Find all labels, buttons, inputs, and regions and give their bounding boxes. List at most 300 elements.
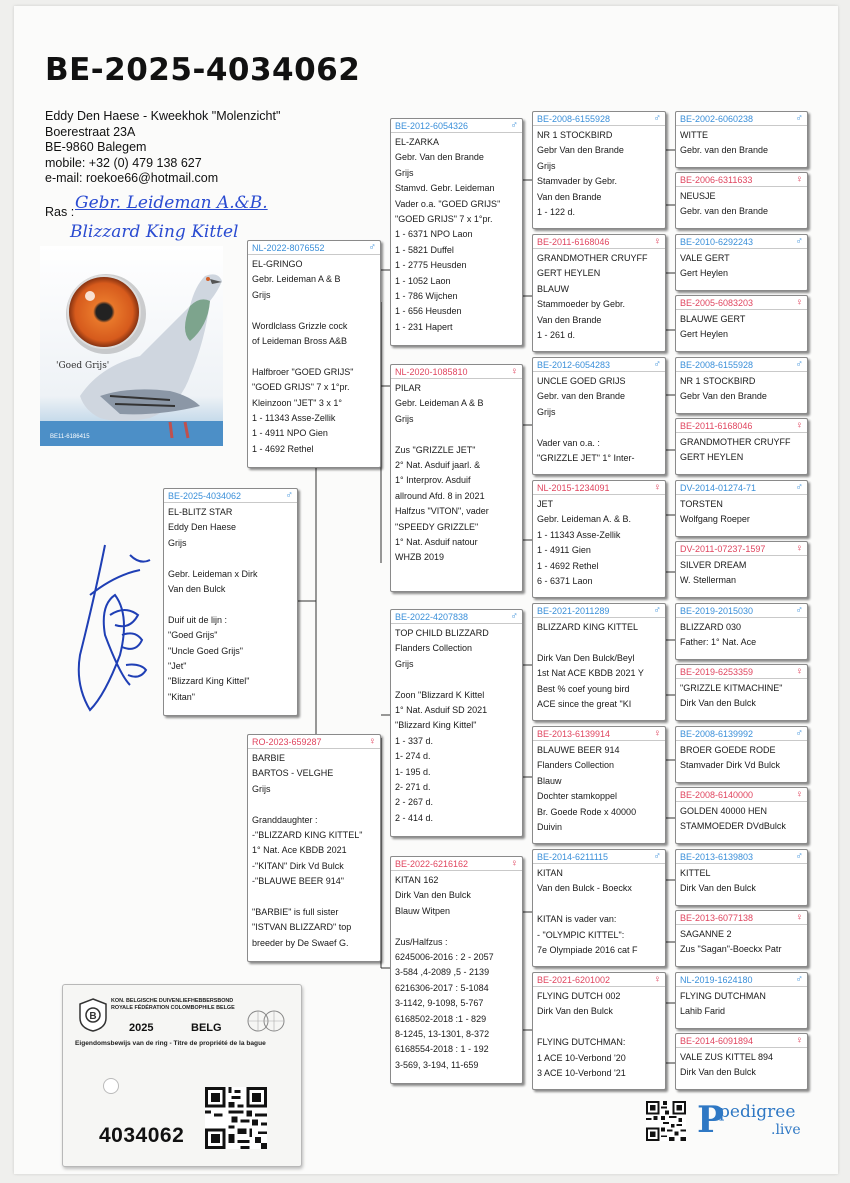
female-icon: ♀	[795, 296, 803, 308]
card-line: ACE since the great "KI	[537, 699, 632, 710]
female-icon: ♀	[653, 727, 661, 739]
card-line: 1 - 4692 Rethel	[252, 443, 314, 454]
pedigree-card	[532, 972, 666, 1090]
card-body	[680, 433, 803, 466]
pedigree-card	[390, 856, 523, 1084]
card-line: 3-1142, 9-1098, 5-767	[395, 998, 484, 1009]
card-line: "SPEEDY GRIZZLE"	[395, 521, 479, 532]
card-line: GRANDMOTHER CRUYFF	[537, 253, 648, 263]
card-body	[680, 679, 803, 712]
card-line: 3-569, 3-194, 11-659	[395, 1059, 479, 1070]
card-line: Grijs	[252, 289, 271, 300]
card-ring-number: BE-2008-6140000	[680, 789, 754, 800]
card-line: Blauw	[537, 775, 562, 786]
pedigree-card	[247, 734, 381, 962]
pedigree-card	[675, 910, 808, 967]
card-body	[680, 618, 803, 651]
card-body	[537, 249, 661, 343]
card-line: Grijs	[537, 160, 556, 171]
pedigree-card	[675, 849, 808, 906]
card-header	[533, 727, 665, 741]
card-line	[252, 349, 376, 364]
card-line: 1- 195 d.	[395, 766, 431, 777]
card-line	[537, 1020, 661, 1035]
card-line	[252, 303, 376, 318]
male-icon: ♂	[795, 604, 803, 616]
pedigree-card	[532, 849, 666, 967]
card-body	[680, 310, 803, 343]
card-header	[248, 241, 380, 255]
card-line: "GOED GRIJS" 7 x 1°pr.	[395, 214, 493, 225]
card-line: 1° Nat. Ace KBDB 2021	[252, 845, 347, 856]
card-line: TORSTEN	[680, 499, 723, 509]
male-icon: ♂	[795, 235, 803, 247]
card-header	[391, 365, 522, 379]
card-line: breeder by De Swaef G.	[252, 937, 349, 948]
card-line: Dirk Van den Bulck	[680, 883, 756, 894]
card-line: Dochter stamkoppel	[537, 791, 618, 802]
card-body	[537, 741, 661, 835]
card-line: "Uncle Goed Grijs"	[168, 645, 243, 656]
card-line: GERT HEYLEN	[537, 268, 601, 279]
card-header	[676, 358, 807, 372]
card-body	[537, 372, 661, 466]
card-header	[533, 973, 665, 987]
ring-card-hole	[103, 1078, 119, 1094]
card-line: Wolfgang Roeper	[680, 514, 750, 525]
card-header	[533, 481, 665, 495]
card-header	[391, 119, 522, 133]
card-line: KITTEL	[680, 868, 711, 878]
card-line: 1 - 261 d.	[537, 330, 576, 341]
card-line: 1° Nat. Asduif natour	[395, 537, 478, 548]
female-icon: ♀	[653, 235, 661, 247]
card-line: Van den Brande	[537, 191, 602, 202]
card-line: Van den Bulck - Boeckx	[537, 883, 632, 894]
card-ring-number: BE-2010-6292243	[680, 236, 754, 247]
card-body	[680, 187, 803, 220]
card-line	[395, 672, 518, 687]
card-line	[252, 797, 376, 812]
card-line: NR 1 STOCKBIRD	[680, 376, 756, 386]
card-line: Halfzus "VITON", vader	[395, 506, 489, 517]
pedigree-card	[532, 234, 666, 352]
card-line: Stamvader by Gebr.	[537, 176, 618, 187]
card-header	[676, 112, 807, 126]
male-icon: ♂	[653, 112, 661, 124]
male-icon: ♂	[653, 358, 661, 370]
female-icon: ♀	[795, 665, 803, 677]
card-body	[680, 987, 803, 1020]
pedigree-card	[675, 541, 808, 598]
card-ring-number: NL-2022-8076552	[252, 242, 325, 253]
card-line: NR 1 STOCKBIRD	[537, 130, 613, 140]
owner-mobile: mobile: +32 (0) 479 138 627	[45, 155, 202, 170]
card-body	[537, 864, 661, 958]
card-line: Flanders Collection	[537, 760, 615, 771]
card-line: 2 - 414 d.	[395, 812, 434, 823]
card-line: Duivin	[537, 822, 563, 833]
pedigree-card	[532, 726, 666, 844]
card-header	[676, 173, 807, 187]
card-line: 1 - 656 Heusden	[395, 306, 462, 317]
card-line: 1° Interprov. Asduif	[395, 475, 471, 486]
ring-card-ownership-text: Eigendomsbewijs van de ring - Titre de propriété de la bague	[75, 1040, 266, 1047]
card-header	[676, 296, 807, 310]
owner-city: BE-9860 Balegem	[45, 140, 147, 154]
card-line: "BARBIE" is full sister	[252, 907, 339, 918]
card-body	[252, 255, 376, 457]
card-line: Wordlclass Grizzle cock	[252, 320, 348, 331]
card-ring-number: NL-2019-1624180	[680, 974, 753, 985]
card-header	[533, 604, 665, 618]
card-header	[533, 235, 665, 249]
card-header	[391, 610, 522, 624]
owner-name: Eddy Den Haese - Kweekhok "Molenzicht"	[45, 109, 281, 123]
card-line: EL-BLITZ STAR	[168, 507, 233, 517]
card-line: 6245006-2016 : 2 - 2057	[395, 952, 494, 963]
card-body	[537, 495, 661, 589]
card-line: 2 - 267 d.	[395, 797, 434, 808]
card-line: Zus "GRIZZLE JET"	[395, 444, 476, 455]
card-body	[252, 749, 376, 951]
card-line: 6 - 6371 Laon	[537, 576, 593, 587]
card-line: of Leideman Bross A&B	[252, 336, 348, 347]
card-line: SILVER DREAM	[680, 560, 747, 570]
ras-handwritten-line2: Blizzard King Kittel	[70, 222, 239, 242]
card-line: "ISTVAN BLIZZARD" top	[252, 922, 352, 933]
card-line: BLAUW	[537, 283, 570, 294]
card-line: -"BLAUWE BEER 914"	[252, 876, 344, 887]
card-line	[537, 635, 661, 650]
male-icon: ♂	[795, 358, 803, 370]
card-line: 1 - 5821 Duffel	[395, 244, 454, 255]
card-line: FLYING DUTCH 002	[537, 991, 621, 1001]
male-icon: ♂	[510, 610, 518, 622]
card-line: "Jet"	[168, 661, 187, 672]
female-icon: ♀	[795, 788, 803, 800]
card-line: Lahib Farid	[680, 1006, 726, 1017]
card-body	[680, 925, 803, 958]
card-ring-number: BE-2021-6201002	[537, 974, 611, 985]
male-icon: ♂	[285, 489, 293, 501]
card-line: Eddy Den Haese	[168, 522, 237, 533]
card-line: 1° Nat. Asduif SD 2021	[395, 705, 488, 716]
card-line: Gebr. Leideman A & B	[252, 274, 341, 285]
card-ring-number: BE-2022-4207838	[395, 611, 469, 622]
card-line: "GRIZZLE JET" 1° Inter-	[537, 453, 635, 464]
card-line: 3 ACE 10-Verbond '21	[537, 1068, 626, 1079]
pedigree-card	[532, 111, 666, 229]
ras-handwritten-line1: Gebr. Leideman A.&B.	[75, 193, 268, 213]
card-line: 1 - 11343 Asse-Zellik	[537, 529, 621, 540]
card-header	[533, 358, 665, 372]
card-line: VALE GERT	[680, 253, 730, 263]
card-line: PILAR	[395, 383, 422, 393]
card-ring-number: BE-2005-6083203	[680, 297, 754, 308]
card-header	[164, 489, 297, 503]
pedigree-card	[675, 480, 808, 537]
card-line: SAGANNE 2	[680, 929, 732, 939]
card-line: Dirk Van den Bulck	[537, 1006, 613, 1017]
card-line: FLYING DUTCHMAN:	[537, 1037, 626, 1048]
female-icon: ♀	[795, 1034, 803, 1046]
card-header	[676, 419, 807, 433]
card-line: "Kitan"	[168, 691, 195, 702]
card-line: NEUSJE	[680, 191, 716, 201]
card-line: Gert Heylen	[680, 329, 729, 340]
logo-text-live: .live	[771, 1122, 801, 1138]
pedigree-card	[675, 603, 808, 660]
card-line: Duif uit de lijn :	[168, 614, 228, 625]
card-ring-number: BE-2011-6168046	[537, 236, 610, 247]
card-line: Gebr. van den Brande	[680, 206, 769, 217]
card-line: Dirk Van Den Bulck/Beyl	[537, 652, 635, 663]
card-line: Grijs	[395, 413, 414, 424]
card-body	[680, 556, 803, 589]
card-line: GERT HEYLEN	[680, 452, 744, 463]
card-ring-number: BE-2014-6091894	[680, 1035, 754, 1046]
card-header	[676, 911, 807, 925]
card-line: FLYING DUTCHMAN	[680, 991, 766, 1001]
pedigree-card	[532, 603, 666, 721]
card-line: Stamvd. Gebr. Leideman	[395, 183, 495, 194]
card-ring-number: BE-2022-6216162	[395, 858, 469, 869]
owner-street: Boerestraat 23A	[45, 124, 136, 139]
ring-number-title: BE-2025-4034062	[45, 52, 361, 88]
pedigree-card	[675, 295, 808, 352]
card-line: BARBIE	[252, 753, 286, 763]
card-header	[676, 665, 807, 679]
card-line	[168, 551, 293, 566]
ras-label: Ras :	[45, 205, 75, 219]
card-header	[676, 850, 807, 864]
card-line: Vader van o.a. :	[537, 437, 600, 448]
card-ring-number: BE-2013-6077138	[680, 912, 754, 923]
card-line: Van den Brande	[537, 314, 602, 325]
card-line: 1 - 122 d.	[537, 207, 576, 218]
card-header	[676, 973, 807, 987]
card-line: 8-1245, 13-1301, 8-372	[395, 1029, 490, 1040]
card-header	[391, 857, 522, 871]
card-line: GRANDMOTHER CRUYFF	[680, 437, 791, 447]
pedigree-card	[390, 118, 523, 346]
pedigree-card	[390, 364, 523, 592]
card-line: "Blizzard King Kittel"	[395, 720, 477, 731]
card-line: 6168502-2018 :1 - 829	[395, 1013, 487, 1024]
card-line: Gert Heylen	[680, 268, 729, 279]
female-icon: ♀	[795, 419, 803, 431]
card-header	[676, 788, 807, 802]
card-line: Gebr Van den Brande	[537, 145, 624, 156]
pedigree-card	[675, 664, 808, 721]
card-body	[537, 987, 661, 1081]
card-line: BLIZZARD 030	[680, 622, 742, 632]
card-body	[680, 802, 803, 835]
card-ring-number: BE-2014-6211115	[537, 851, 609, 862]
card-ring-number: DV-2011-07237-1597	[680, 543, 766, 554]
card-line: VALE ZUS KITTEL 894	[680, 1052, 774, 1062]
ring-card-country: BELG	[191, 1022, 222, 1034]
pedigree-card	[675, 787, 808, 844]
card-ring-number: BE-2021-2011289	[537, 605, 610, 616]
card-body	[395, 871, 518, 1073]
card-header	[676, 1034, 807, 1048]
card-body	[680, 1048, 803, 1081]
card-line: Father: 1° Nat. Ace	[680, 637, 757, 648]
card-ring-number: BE-2008-6155928	[680, 359, 754, 370]
card-ring-number: BE-2012-6054283	[537, 359, 611, 370]
card-line: 3-584 ,4-2089 ,5 - 2139	[395, 967, 490, 978]
female-icon: ♀	[510, 857, 518, 869]
card-line: 2- 271 d.	[395, 782, 431, 793]
card-line: 1 - 786 Wijchen	[395, 291, 458, 302]
ring-card-assoc-line2: ROYALE FÉDÉRATION COLOMBOPHILE BELGE	[111, 1005, 235, 1011]
card-line: EL-ZARKA	[395, 137, 440, 147]
card-line: STAMMOEDER DVdBulck	[680, 821, 786, 832]
card-line: 1st Nat ACE KBDB 2021 Y	[537, 668, 644, 679]
ring-card-number: 4034062	[99, 1124, 185, 1147]
card-line: KITAN	[537, 868, 563, 878]
card-line: Grijs	[395, 658, 414, 669]
card-line: - "OLYMPIC KITTEL":	[537, 929, 625, 940]
card-ring-number: BE-2006-6311633	[680, 174, 753, 185]
card-header	[533, 850, 665, 864]
pedigree-card	[390, 609, 523, 837]
ring-ownership-card	[62, 984, 302, 1167]
card-line: Grijs	[168, 537, 187, 548]
card-line: BROER GOEDE RODE	[680, 745, 776, 755]
pedigree-card	[675, 357, 808, 414]
card-line: 1 - 1052 Laon	[395, 275, 451, 286]
card-line: "Goed Grijs"	[168, 630, 218, 641]
card-body	[395, 133, 518, 335]
card-body	[680, 372, 803, 405]
card-line: Dirk Van den Bulck	[680, 698, 756, 709]
card-body	[680, 126, 803, 159]
female-icon: ♀	[795, 173, 803, 185]
male-icon: ♂	[368, 241, 376, 253]
pedigree-card	[675, 1033, 808, 1090]
card-line: Dirk Van den Bulck	[395, 890, 471, 901]
photo-ring-text: BE11-6186415	[50, 434, 90, 440]
pedigree-card	[532, 357, 666, 475]
card-line: GOLDEN 40000 HEN	[680, 806, 768, 816]
card-line: "Blizzard King Kittel"	[168, 676, 250, 687]
card-line: 1 - 4911 Gien	[537, 545, 591, 556]
card-line	[537, 897, 661, 912]
card-line: 1 - 6371 NPO Laon	[395, 229, 473, 240]
card-line: Gebr. Leideman A & B	[395, 398, 484, 409]
ring-card-qr-icon	[205, 1087, 267, 1149]
card-line: EL-GRINGO	[252, 259, 303, 269]
card-line: Van den Bulck	[168, 584, 226, 595]
card-line: TOP CHILD BLIZZARD	[395, 628, 489, 638]
female-icon: ♀	[510, 365, 518, 377]
card-ring-number: DV-2014-01274-71	[680, 482, 757, 493]
card-ring-number: RO-2023-659287	[252, 736, 322, 747]
female-icon: ♀	[653, 481, 661, 493]
photo-caption: 'Goed Grijs'	[56, 361, 110, 371]
card-line: 1- 274 d.	[395, 751, 431, 762]
card-line: W. Stellerman	[680, 575, 737, 586]
card-body	[680, 495, 803, 528]
card-line	[252, 890, 376, 905]
pedigree-card	[247, 240, 381, 468]
card-line: Grijs	[537, 406, 556, 417]
card-ring-number: BE-2008-6139992	[680, 728, 754, 739]
card-line: WHZB 2019	[395, 552, 445, 563]
pedigree-qr-icon	[646, 1101, 686, 1141]
card-body	[680, 741, 803, 774]
card-line: 7e Olympiade 2016 cat F	[537, 945, 638, 956]
pedigree-card	[675, 726, 808, 783]
card-body	[537, 618, 661, 712]
card-line: -"KITAN" Dirk Vd Bulck	[252, 860, 344, 871]
male-icon: ♂	[795, 481, 803, 493]
pedigree-card	[675, 111, 808, 168]
card-line: 2° Nat. Asduif jaarl. &	[395, 460, 481, 471]
card-line: BLIZZARD KING KITTEL	[537, 622, 639, 632]
card-line: Gebr. van den Brande	[680, 145, 769, 156]
pedigree-card	[675, 972, 808, 1029]
pedigree-card	[532, 480, 666, 598]
card-line: Vader o.a. "GOED GRIJS"	[395, 198, 501, 209]
card-ring-number: NL-2020-1085810	[395, 366, 468, 377]
female-icon: ♀	[653, 973, 661, 985]
card-header	[676, 235, 807, 249]
card-line: Grijs	[252, 783, 271, 794]
card-ring-number: NL-2015-1234091	[537, 482, 610, 493]
male-icon: ♂	[653, 604, 661, 616]
card-line: KITAN is vader van:	[537, 914, 617, 925]
male-icon: ♂	[795, 112, 803, 124]
card-line: Gebr. Van den Brande	[395, 152, 484, 163]
card-header	[676, 604, 807, 618]
card-line: allround Afd. 8 in 2021	[395, 490, 485, 501]
card-line: BARTOS - VELGHE	[252, 768, 334, 779]
card-body	[168, 503, 293, 705]
card-line: Br. Goede Rode x 40000	[537, 806, 637, 817]
card-line: 6216306-2017 : 5-1084	[395, 982, 489, 993]
ring-card-assoc-line1: KON. BELGISCHE DUIVENLIEFHEBBERSBOND	[111, 998, 234, 1004]
card-line: KITAN 162	[395, 875, 439, 885]
card-line	[395, 427, 518, 442]
card-line: BLAUWE GERT	[680, 314, 746, 324]
card-body	[395, 379, 518, 566]
card-line: Gebr. van den Brande	[537, 391, 626, 402]
pedigree-card	[163, 488, 298, 716]
card-line: "GOED GRIJS" 7 x 1°pr.	[252, 382, 350, 393]
card-line: Grijs	[395, 167, 414, 178]
male-icon: ♂	[795, 850, 803, 862]
card-line: Gebr Van den Brande	[680, 391, 767, 402]
male-icon: ♂	[795, 727, 803, 739]
pedigree-card	[675, 418, 808, 475]
card-line	[537, 420, 661, 435]
female-icon: ♀	[795, 542, 803, 554]
card-line: 1 - 337 d.	[395, 735, 434, 746]
card-line: Zus "Sagan"-Boeckx Patr	[680, 944, 782, 955]
ring-card-association	[111, 998, 235, 1012]
card-line: 6168554-2018 : 1 - 192	[395, 1044, 489, 1055]
card-line: Stamvader Dirk Vd Bulck	[680, 760, 781, 771]
card-header	[533, 112, 665, 126]
male-icon: ♂	[510, 119, 518, 131]
card-line: WITTE	[680, 130, 708, 140]
card-line: Zus/Halfzus :	[395, 936, 448, 947]
card-ring-number: BE-2013-6139914	[537, 728, 611, 739]
